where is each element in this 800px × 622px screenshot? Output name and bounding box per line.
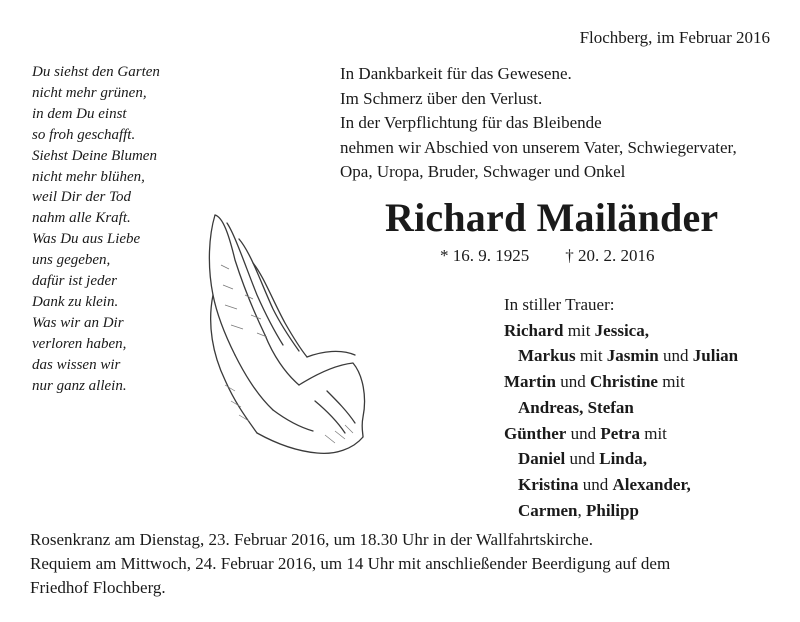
poem-line: Siehst Deine Blumen bbox=[32, 147, 157, 164]
poem-line: Dank zu klein. bbox=[32, 293, 119, 310]
mourner-connector: und bbox=[555, 372, 590, 392]
mourner-name: Jessica, bbox=[594, 320, 649, 340]
poem-line: das wissen wir bbox=[32, 356, 121, 373]
mourner-name: Martin bbox=[504, 372, 556, 392]
mourner-line bbox=[504, 318, 738, 344]
mourner-name: Andreas, Stefan bbox=[518, 397, 634, 417]
intro-text bbox=[340, 62, 737, 185]
intro-line: In der Verpflichtung für das Bleibende bbox=[340, 113, 602, 132]
intro-line: Opa, Uropa, Bruder, Schwager und Onkel bbox=[340, 162, 626, 181]
death-date: † 20. 2. 2016 bbox=[565, 246, 655, 265]
mourner-connector: mit bbox=[657, 372, 685, 392]
intro-line: nehmen wir Abschied von unserem Vater, Schwiegervater, bbox=[340, 137, 737, 157]
mourner-name: Daniel bbox=[518, 449, 566, 469]
poem-line: Was wir an Dir bbox=[32, 314, 124, 331]
intro-line: In Dankbarkeit für das Gewesene. bbox=[340, 64, 572, 83]
mourner-name: Christine bbox=[589, 372, 658, 392]
mourner-name: Julian bbox=[692, 346, 739, 366]
poem-line: Du siehst den Garten bbox=[32, 64, 160, 80]
mourner-name: Philipp bbox=[585, 500, 639, 520]
poem-line: nicht mehr grünen, bbox=[32, 84, 147, 101]
mourner-name: Carmen bbox=[518, 500, 578, 520]
poem-line: nur ganz allein. bbox=[32, 377, 127, 394]
mourner-line bbox=[504, 421, 738, 447]
deceased-name: Richard Mailänder bbox=[385, 195, 719, 240]
praying-hands-icon bbox=[195, 205, 370, 465]
service-line: Friedhof Flochberg. bbox=[30, 578, 166, 597]
poem-line: dafür ist jeder bbox=[32, 273, 117, 290]
mourner-connector: und bbox=[578, 474, 613, 494]
mourner-name: Alexander, bbox=[612, 474, 691, 494]
service-line: Requiem am Mittwoch, 24. Februar 2016, um 14 Uhr mit anschließender Beerdigung auf dem bbox=[30, 554, 671, 573]
mourner-name: Petra bbox=[600, 423, 640, 443]
poem-line: verloren haben, bbox=[32, 335, 127, 352]
mourner-name: Richard bbox=[504, 320, 564, 340]
poem-line: Was Du aus Liebe bbox=[32, 231, 141, 248]
service-details bbox=[30, 528, 670, 600]
mourner-name: Markus bbox=[518, 346, 576, 366]
poem bbox=[32, 62, 160, 397]
mourner-lines bbox=[504, 318, 738, 524]
poem-line: in dem Du einst bbox=[32, 105, 127, 122]
place-date: Flochberg, im Februar 2016 bbox=[579, 28, 770, 47]
mourner-line bbox=[504, 369, 738, 395]
mourner-name: Günther bbox=[504, 423, 567, 443]
mourners-list bbox=[504, 292, 738, 523]
mourner-connector: und bbox=[658, 346, 693, 366]
poem-line: so froh geschafft. bbox=[32, 126, 136, 143]
mourner-line bbox=[504, 498, 738, 524]
mourner-name: Kristina bbox=[518, 474, 579, 494]
poem-line: uns gegeben, bbox=[32, 252, 111, 269]
mourner-connector: , bbox=[577, 500, 586, 520]
poem-line: nicht mehr blühen, bbox=[32, 168, 145, 185]
mourner-name: Linda, bbox=[599, 449, 647, 469]
mourner-connector: mit bbox=[563, 320, 595, 340]
mourner-name: Jasmin bbox=[606, 346, 659, 366]
mourner-line bbox=[504, 395, 738, 421]
mourner-connector: mit bbox=[639, 423, 667, 443]
mourner-connector: mit bbox=[575, 346, 607, 366]
life-dates bbox=[440, 246, 655, 266]
mourners-heading: In stiller Trauer: bbox=[504, 295, 615, 314]
birth-date: * 16. 9. 1925 bbox=[440, 246, 530, 265]
intro-line: Im Schmerz über den Verlust. bbox=[340, 88, 543, 108]
mourner-connector: und bbox=[565, 449, 600, 469]
mourner-line bbox=[504, 343, 738, 369]
poem-line: nahm alle Kraft. bbox=[32, 210, 131, 227]
service-line: Rosenkranz am Dienstag, 23. Februar 2016, um 18.30 Uhr in der Wallfahrtskirche. bbox=[30, 530, 593, 549]
mourner-line bbox=[504, 446, 738, 472]
mourner-line bbox=[504, 472, 738, 498]
poem-line: weil Dir der Tod bbox=[32, 189, 132, 206]
mourner-connector: und bbox=[566, 423, 601, 443]
